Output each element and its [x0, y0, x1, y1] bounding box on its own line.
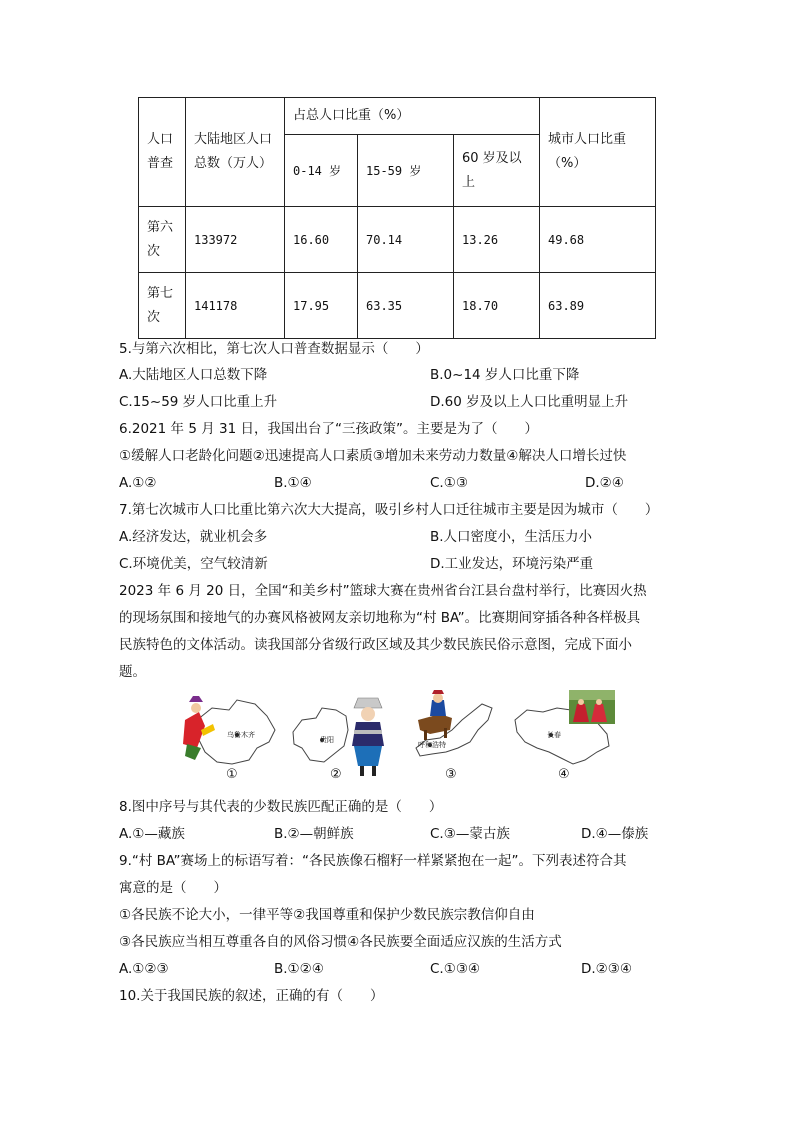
mongolian-horse-rider-icon	[418, 690, 452, 740]
cell-urban: 49.68	[540, 207, 656, 273]
question-9-stem-line-2: 寓意的是（ ）	[119, 880, 227, 896]
header-age-0-14: 0-14 岁	[285, 135, 358, 207]
map-number-4: ④	[558, 767, 570, 782]
q9-option-d[interactable]: D.②③④	[581, 961, 632, 977]
question-9-stem-line-1: 9.“村 BA”赛场上的标语写着：“各民族像石榴籽一样紧紧抱在一起”。下列表述符合其	[119, 853, 627, 869]
q7-option-d[interactable]: D.工业发达，环境污染严重	[430, 556, 594, 572]
question-7-stem: 7.第七次城市人口比重比第六次大大提高，吸引乡村人口迁往城市主要是因为城市（ ）	[119, 502, 659, 518]
city-hohhot: 呼和浩特	[418, 741, 446, 749]
q5-option-d[interactable]: D.60 岁及以上人口比重明显上升	[430, 394, 629, 410]
q6-option-c[interactable]: C.①③	[430, 475, 468, 491]
header-age-share: 占总人口比重（%）	[285, 98, 540, 135]
uyghur-dancer-icon	[183, 696, 215, 760]
table-row	[139, 207, 656, 273]
city-urumqi: 乌鲁木齐	[227, 731, 255, 739]
census-table	[138, 97, 656, 339]
map-jilin	[513, 690, 618, 785]
q9-option-b[interactable]: B.①②④	[274, 961, 324, 977]
city-changchun: 长春	[547, 731, 561, 739]
passage-line-3: 民族特色的文体活动。读我国部分省级行政区域及其少数民族民俗示意图，完成下面小	[119, 637, 632, 653]
map-number-3: ③	[445, 767, 457, 782]
q5-option-c[interactable]: C.15~59 岁人口比重上升	[119, 394, 278, 410]
q9-option-c[interactable]: C.①③④	[430, 961, 481, 977]
q7-option-b[interactable]: B.人口密度小，生活压力小	[430, 529, 593, 545]
header-urban-share: 城市人口比重（%）	[540, 98, 656, 207]
header-age-15-59: 15-59 岁	[358, 135, 454, 207]
q6-option-a[interactable]: A.①②	[119, 475, 157, 491]
q5-option-a[interactable]: A.大陆地区人口总数下降	[119, 367, 268, 383]
row-label: 第六次	[139, 207, 186, 273]
q8-option-b[interactable]: B.②—朝鲜族	[274, 826, 354, 842]
cell-age-60-plus: 13.26	[454, 207, 540, 273]
header-census: 人口普查	[139, 98, 186, 207]
q9-statements-2: ③各民族应当相互尊重各自的风俗习惯④各民族要全面适应汉族的生活方式	[119, 934, 562, 950]
cell-age-15-59: 70.14	[358, 207, 454, 273]
q5-option-b[interactable]: B.0~14 岁人口比重下降	[430, 367, 580, 383]
cell-age-60-plus: 18.70	[454, 273, 540, 339]
q8-option-c[interactable]: C.③—蒙古族	[430, 826, 510, 842]
q6-option-b[interactable]: B.①④	[274, 475, 312, 491]
row-label: 第七次	[139, 273, 186, 339]
question-10-stem: 10.关于我国民族的叙述，正确的有（ ）	[119, 988, 384, 1004]
table-row	[139, 273, 656, 339]
q9-statements-1: ①各民族不论大小，一律平等②我国尊重和保护少数民族宗教信仰自由	[119, 907, 535, 923]
cell-age-15-59: 63.35	[358, 273, 454, 339]
q7-option-a[interactable]: A.经济发达，就业机会多	[119, 529, 268, 545]
header-total-population: 大陆地区人口总数（万人）	[186, 98, 285, 207]
map-number-1: ①	[226, 767, 238, 782]
passage-line-2: 的现场氛围和接地气的办赛风格被网友亲切地称为“村 BA”。比赛期间穿插各种各样极具	[119, 610, 641, 626]
cell-age-0-14: 16.60	[285, 207, 358, 273]
city-guiyang: 贵阳	[320, 736, 334, 744]
korean-dancers-photo-icon	[569, 690, 615, 724]
map-inner-mongolia	[410, 690, 500, 785]
question-6-stem: 6.2021 年 5 月 31 日，我国出台了“三孩政策”。主要是为了（ ）	[119, 421, 538, 437]
q7-option-c[interactable]: C.环境优美，空气较清新	[119, 556, 268, 572]
passage-line-1: 2023 年 6 月 20 日，全国“和美乡村”篮球大赛在贵州省台江县台盘村举行，比赛因火热	[119, 583, 647, 599]
passage-line-4: 题。	[119, 664, 146, 680]
q6-statements: ①缓解人口老龄化问题②迅速提高人口素质③增加未来劳动力数量④解决人口增长过快	[119, 448, 627, 464]
q8-option-a[interactable]: A.①—藏族	[119, 826, 185, 842]
q8-option-d[interactable]: D.④—傣族	[581, 826, 649, 842]
cell-age-0-14: 17.95	[285, 273, 358, 339]
cell-urban: 63.89	[540, 273, 656, 339]
cell-total: 133972	[186, 207, 285, 273]
cell-total: 141178	[186, 273, 285, 339]
question-5-stem: 5.与第六次相比，第七次人口普查数据显示（ ）	[119, 341, 429, 357]
map-xinjiang	[177, 690, 282, 785]
q9-option-a[interactable]: A.①②③	[119, 961, 169, 977]
header-age-60-plus: 60 岁及以上	[454, 135, 540, 207]
question-8-stem: 8.图中序号与其代表的少数民族匹配正确的是（ ）	[119, 799, 443, 815]
miao-girl-icon	[352, 698, 384, 776]
map-guizhou	[288, 690, 388, 785]
map-number-2: ②	[330, 767, 342, 782]
q6-option-d[interactable]: D.②④	[585, 475, 624, 491]
